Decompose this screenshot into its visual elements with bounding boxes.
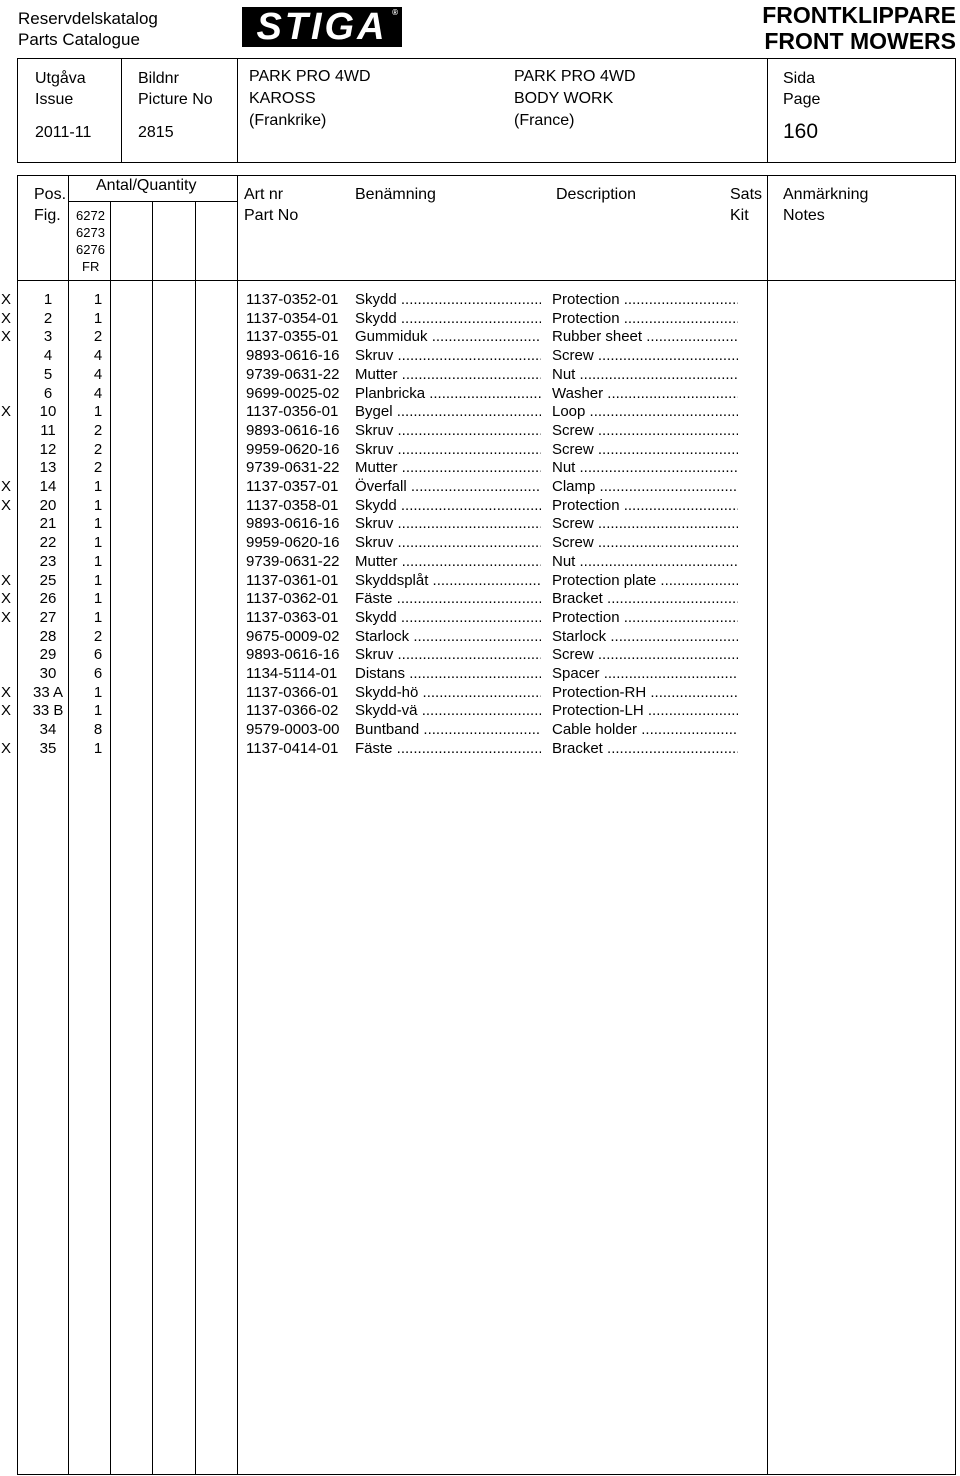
row-name-en: Protection ..... [552,497,738,516]
row-position: 11 [40,421,56,439]
row-name-en: Screw ..... [552,347,738,366]
row-flag: X [1,702,12,720]
row-quantity: 1 [93,403,103,421]
row-name-sv: Distans ..... [355,665,541,684]
row-quantity: 2 [93,440,103,458]
table-row [0,310,960,329]
row-position: 25 [39,571,57,589]
row-position: 22 [39,534,57,552]
row-part-number: 9739-0631-22 [246,552,340,570]
quantity-header: Antal/Quantity [96,177,197,194]
row-position: 20 [39,496,57,514]
section-sv: KAROSS [249,90,316,107]
issue-label-en: Issue [35,91,74,108]
table-row [0,459,960,478]
row-flag: X [1,328,12,346]
qty-variant-6272: 6272 [76,208,105,223]
catalog-title-en: Parts Catalogue [18,30,140,49]
row-name-sv: Skruv ..... [355,422,541,441]
row-name-en: Screw ..... [552,515,738,534]
row-part-number: 1137-0361-01 [246,571,339,589]
row-position: 28 [39,627,57,645]
row-name-en: Loop ..... [552,403,738,422]
row-flag: X [1,478,12,495]
row-quantity: 1 [93,552,103,570]
row-position: 35 [39,739,57,757]
row-part-number: 9739-0631-22 [246,459,340,477]
qty-variant-6276: 6276 [76,242,105,257]
model-sv: PARK PRO 4WD [249,68,371,85]
art-header-sv: Art nr [244,186,284,203]
table-row [0,366,960,385]
row-part-number: 1137-0356-01 [246,403,339,421]
row-name-en: Protection ..... [552,310,738,329]
pos-header-sv: Pos. [34,186,67,203]
row-position: 1 [43,291,53,308]
row-quantity: 2 [93,328,103,346]
row-name-sv: Överfall ..... [355,478,541,497]
row-quantity: 8 [93,721,103,739]
row-name-sv: Buntband ..... [355,721,541,740]
row-name-sv: Skydd ..... [355,497,541,516]
notes-header-sv: Anmärkning [783,186,869,203]
row-name-en: Nut ..... [552,459,738,478]
issue-label-sv: Utgåva [35,70,86,87]
row-position: 26 [39,590,57,608]
row-quantity: 1 [93,702,103,720]
table-row [0,609,960,628]
row-part-number: 9893-0616-16 [246,347,340,365]
table-row [0,385,960,404]
row-quantity: 1 [93,515,103,533]
row-name-en: Protection ..... [552,609,738,628]
row-position: 2 [43,309,53,327]
row-quantity: 1 [93,739,103,757]
row-name-sv: Skruv ..... [355,441,541,460]
row-position: 6 [43,384,53,402]
row-part-number: 1137-0363-01 [246,608,339,626]
section-en: BODY WORK [514,90,614,107]
row-name-en: Protection-RH ..... [552,684,738,703]
row-name-en: Bracket ..... [552,590,738,609]
name-header-sv: Benämning [355,186,436,203]
row-name-sv: Skydd-vä ..... [355,702,541,721]
table-row [0,347,960,366]
row-part-number: 1137-0414-01 [246,739,339,757]
row-name-en: Screw ..... [552,646,738,665]
row-quantity: 2 [93,627,103,645]
row-part-number: 1137-0362-01 [246,590,339,608]
table-row [0,328,960,347]
row-flag: X [1,739,12,757]
notes-header-en: Notes [783,207,825,224]
table-row [0,534,960,553]
row-name-sv: Skydd ..... [355,609,541,628]
table-bottom-border [17,1474,956,1475]
info-divider-1 [121,58,122,163]
row-part-number: 1137-0358-01 [246,496,339,514]
table-row [0,478,960,497]
table-row [0,553,960,572]
row-part-number: 9893-0616-16 [246,515,340,533]
issue-value: 2011-11 [35,124,92,141]
row-name-en: Screw ..... [552,441,738,460]
row-position: 14 [39,478,57,495]
row-name-en: Protection ..... [552,291,738,310]
qty-variant-fr: FR [82,259,100,274]
row-name-sv: Starlock ..... [355,628,541,647]
qty-variant-6273: 6273 [76,225,105,240]
row-name-en: Nut ..... [552,366,738,385]
row-part-number: 1134-5114-01 [246,665,338,682]
row-part-number: 1137-0357-01 [246,478,339,495]
row-name-sv: Fäste ..... [355,740,541,759]
row-flag: X [1,608,12,626]
row-name-en: Cable holder ..... [552,721,738,740]
row-position: 13 [39,459,57,477]
picture-label-en: Picture No [138,91,213,108]
row-name-sv: Planbricka ..... [355,385,541,404]
region-en: (France) [514,112,575,129]
row-quantity: 1 [93,571,103,589]
quantity-header-underline [68,201,238,202]
row-part-number: 9675-0009-02 [246,627,340,645]
model-en: PARK PRO 4WD [514,68,636,85]
table-row [0,572,960,591]
row-quantity: 4 [93,347,103,365]
row-part-number: 9699-0025-02 [246,384,340,402]
table-row [0,291,960,310]
row-quantity: 1 [93,608,103,626]
row-quantity: 1 [93,309,103,327]
table-row [0,403,960,422]
row-flag: X [1,403,12,421]
row-name-sv: Skruv ..... [355,515,541,534]
row-part-number: 1137-0366-01 [246,683,339,701]
row-name-sv: Bygel ..... [355,403,541,422]
row-part-number: 1137-0355-01 [246,328,339,346]
row-position: 27 [39,608,57,626]
table-row [0,740,960,759]
row-name-en: Screw ..... [552,534,738,553]
row-position: 21 [39,515,57,533]
row-position: 3 [43,328,53,346]
row-quantity: 2 [93,421,103,439]
picture-label-sv: Bildnr [138,70,179,87]
row-name-sv: Skruv ..... [355,347,541,366]
row-part-number: 9893-0616-16 [246,646,340,664]
row-quantity: 6 [93,665,103,682]
row-name-en: Washer ..... [552,385,738,404]
row-name-sv: Mutter ..... [355,553,541,572]
row-position: 30 [39,665,57,682]
row-name-sv: Mutter ..... [355,459,541,478]
row-name-en: Starlock ..... [552,628,738,647]
table-row [0,721,960,740]
row-position: 29 [39,646,57,664]
region-sv: (Frankrike) [249,112,327,129]
row-name-sv: Skruv ..... [355,534,541,553]
row-part-number: 9959-0620-16 [246,440,340,458]
row-name-sv: Skydd-hö ..... [355,684,541,703]
row-name-en: Clamp ..... [552,478,738,497]
row-quantity: 1 [93,683,103,701]
row-position: 33 A [32,683,64,701]
row-position: 4 [43,347,53,365]
row-position: 33 B [32,702,64,720]
row-quantity: 4 [93,365,103,383]
table-row [0,515,960,534]
row-flag: X [1,571,12,589]
row-quantity: 6 [93,646,103,664]
row-position: 23 [39,552,57,570]
row-flag: X [1,590,12,608]
row-name-sv: Fäste ..... [355,590,541,609]
pos-header-en: Fig. [34,207,61,224]
row-name-en: Screw ..... [552,422,738,441]
row-part-number: 9893-0616-16 [246,421,340,439]
kit-header-en: Kit [730,207,749,224]
row-name-en: Rubber sheet ..... [552,328,738,347]
row-name-sv: Skyddsplåt ..... [355,572,541,591]
info-divider-3 [767,58,768,163]
table-row [0,590,960,609]
row-flag: X [1,309,12,327]
table-row [0,702,960,721]
row-name-en: Protection-LH ..... [552,702,738,721]
kit-header-sv: Sats [730,186,763,203]
row-name-sv: Mutter ..... [355,366,541,385]
info-box-right-border [955,58,956,163]
row-name-en: Nut ..... [552,553,738,572]
name-header-en: Description [556,186,637,203]
info-box-bottom-border [17,162,956,163]
row-position: 10 [39,403,57,421]
art-header-en: Part No [244,207,299,224]
row-part-number: 9959-0620-16 [246,534,340,552]
table-row [0,684,960,703]
category-sv: FRONTKLIPPARE [762,2,956,28]
table-row [0,497,960,516]
row-flag: X [1,683,12,701]
row-name-sv: Skydd ..... [355,310,541,329]
page-label-en: Page [783,91,821,108]
registered-mark-icon: ® [392,8,398,17]
row-quantity: 2 [93,459,103,477]
page-label-sv: Sida [783,70,816,87]
row-quantity: 1 [93,478,103,495]
row-quantity: 1 [93,496,103,514]
column-header-bottom-border [17,280,956,281]
catalog-title-sv: Reservdelskatalog [18,9,158,28]
page-number: 160 [783,120,819,143]
table-row [0,628,960,647]
stiga-logo [242,7,402,47]
row-flag: X [1,291,12,308]
category-en: FRONT MOWERS [764,28,956,54]
row-position: 34 [39,721,57,739]
row-position: 12 [39,440,57,458]
info-box-top-border [17,58,956,59]
row-name-en: Protection plate ..... [552,572,738,591]
picture-value: 2815 [138,124,174,141]
row-quantity: 4 [93,384,103,402]
row-name-en: Bracket ..... [552,740,738,759]
row-flag: X [1,496,12,514]
row-quantity: 1 [93,291,103,308]
row-quantity: 1 [93,590,103,608]
row-part-number: 1137-0366-02 [246,702,339,720]
brand-name: STIGA [256,6,388,48]
row-quantity: 1 [93,534,103,552]
row-name-en: Spacer ..... [552,665,738,684]
row-position: 5 [43,365,53,383]
table-row [0,422,960,441]
table-row [0,441,960,460]
info-box-left-border [17,58,18,163]
row-part-number: 1137-0352-01 [246,291,339,308]
row-name-sv: Skruv ..... [355,646,541,665]
row-part-number: 9739-0631-22 [246,365,340,383]
table-row [0,646,960,665]
row-part-number: 1137-0354-01 [246,309,339,327]
table-row [0,665,960,684]
row-part-number: 9579-0003-00 [246,721,340,739]
row-name-sv: Gummiduk ..... [355,328,541,347]
row-name-sv: Skydd ..... [355,291,541,310]
info-divider-2 [237,58,238,163]
